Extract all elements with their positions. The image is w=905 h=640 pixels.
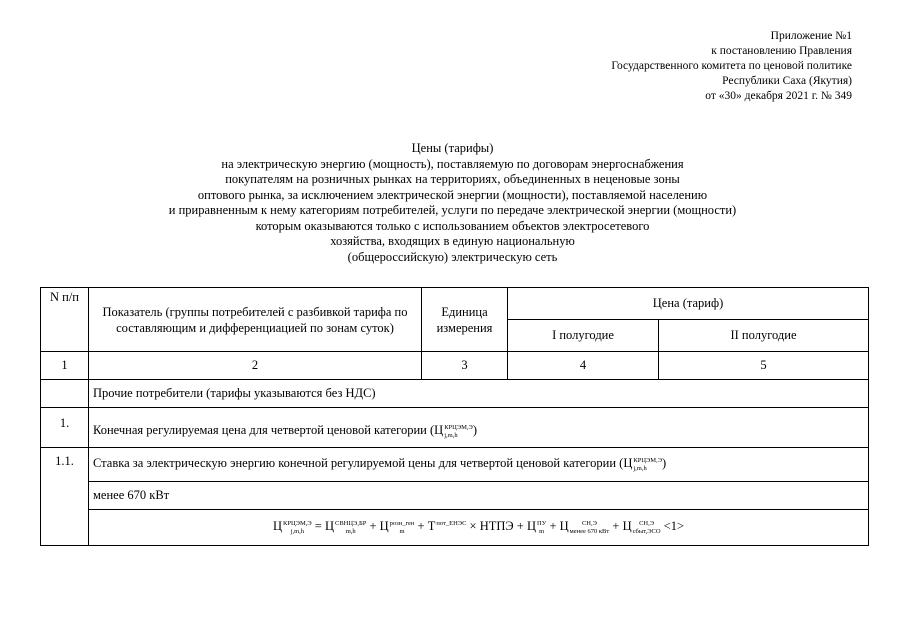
- formula-operator: =: [314, 519, 322, 534]
- row-text: Конечная регулируемая цена для четвертой ценовой категории: [93, 423, 427, 438]
- symbol-superscript: КРЦЭМ,Э: [444, 423, 473, 431]
- formula-sup: СВНЦЭ,БР: [335, 519, 367, 527]
- formula-sup: СН,Э: [581, 519, 597, 527]
- header-indicator: Показатель (группы потребителей с разбивкой тарифа по составляющим и дифференциацией по зонам суток): [89, 288, 422, 352]
- table-row: [41, 380, 869, 408]
- col-number: 4: [508, 352, 659, 380]
- footnote-reference: <1>: [663, 519, 685, 534]
- symbol-subscript: j,m,h: [444, 431, 458, 439]
- title-line: (общероссийскую) электрическую сеть: [347, 249, 558, 264]
- tariff-table: [40, 287, 869, 546]
- header-num: N п/п: [41, 288, 89, 352]
- formula-operator: ×: [469, 519, 477, 534]
- title-line: на электрическую энергию (мощность), поставляемую по договорам энергоснабжения: [221, 156, 684, 171]
- row-num: 1.: [41, 408, 89, 448]
- formula-cell: [89, 510, 869, 546]
- title-line: Цены (тарифы): [411, 141, 494, 155]
- formula-term: Т: [427, 519, 436, 534]
- price-formula: [273, 519, 684, 533]
- formula-term: Ц: [272, 519, 283, 534]
- title-line: и приравненным к нему категориям потребителей, услуги по передаче электрической энергии (мощности): [168, 203, 737, 217]
- formula-sub: m: [539, 527, 545, 535]
- symbol-subscript: j,m,h: [633, 464, 647, 472]
- row-indicator: [89, 408, 869, 448]
- symbol-letter: Ц: [434, 423, 444, 438]
- row-num: 1.1.: [41, 448, 89, 546]
- header-line: к постановлению Правления: [711, 45, 852, 57]
- title-line: оптового рынка, за исключением электрической энергии (мощности), поставляемой населению: [197, 187, 708, 202]
- empty-cell: [41, 380, 89, 408]
- table-row: [41, 448, 869, 482]
- row-indicator: [89, 448, 869, 482]
- formula-sub: менее 670 кВт: [569, 527, 610, 535]
- formula-sub: m: [399, 527, 405, 535]
- header-line: Республики Саха (Якутия): [722, 75, 852, 87]
- formula-term: Ц: [379, 519, 389, 534]
- column-number-row: [41, 352, 869, 380]
- formula-operator: +: [612, 519, 620, 534]
- header-line: Приложение №1: [770, 30, 852, 42]
- formula-term: НТПЭ: [479, 519, 514, 534]
- formula-term: Ц: [526, 519, 537, 534]
- header-half2: II полугодие: [659, 320, 869, 352]
- document-title: [0, 141, 905, 265]
- formula-term: Ц: [559, 519, 569, 534]
- table-row: [41, 408, 869, 448]
- symbol-superscript: КРЦЭМ,Э: [633, 456, 663, 464]
- row-text: Ставка за электрическую энергию конечной регулируемой цены для четвертой ценовой категории: [93, 456, 617, 471]
- price-symbol: (Ц КРЦЭМ,Э j,m,h ): [619, 456, 667, 472]
- header-half1: I полугодие: [508, 320, 659, 352]
- table-header-row: [41, 288, 869, 320]
- formula-operator: +: [549, 519, 557, 534]
- title-line: покупателям на розничных рынках на территориях, объединенных в неценовые зоны: [225, 172, 680, 186]
- others-consumers-label: Прочие потребители (тарифы указываются без НДС): [89, 380, 869, 408]
- header-price: Цена (тариф): [508, 288, 869, 320]
- header-line: от «30» декабря 2021 г. № 349: [705, 90, 852, 102]
- formula-operator: +: [516, 519, 524, 534]
- power-group-label: менее 670 кВт: [89, 482, 869, 510]
- formula-term: Ц: [324, 519, 334, 534]
- formula-operator: +: [369, 519, 377, 534]
- formula-operator: +: [417, 519, 425, 534]
- col-number: 1: [41, 352, 89, 380]
- formula-sup: ПУ: [537, 519, 547, 527]
- header-line: Государственного комитета по ценовой политике: [611, 60, 852, 72]
- price-symbol: (Ц КРЦЭМ,Э j,m,h ): [430, 423, 478, 439]
- symbol-letter: Ц: [623, 456, 633, 471]
- formula-sup: пот_ЕНЭС: [436, 519, 467, 527]
- col-number: 5: [659, 352, 869, 380]
- formula-sup: розн_ген: [389, 519, 415, 527]
- col-number: 3: [422, 352, 508, 380]
- title-line: хозяйства, входящих в единую национальную: [330, 234, 575, 248]
- formula-sub: m,h: [345, 527, 356, 535]
- table-row: [41, 510, 869, 546]
- table-row: [41, 482, 869, 510]
- formula-sup: КРЦЭМ,Э: [283, 519, 312, 527]
- formula-term: Ц: [622, 519, 632, 534]
- formula-sub: j,m,h: [290, 527, 305, 535]
- col-number: 2: [89, 352, 422, 380]
- header-unit: Единица измерения: [422, 288, 508, 352]
- title-line: которым оказываются только с использованием объектов электросетевого: [255, 218, 650, 233]
- formula-sup: СН,Э: [639, 519, 655, 527]
- appendix-header: [611, 29, 852, 104]
- formula-sub: сбыт,ЭСО: [632, 527, 661, 535]
